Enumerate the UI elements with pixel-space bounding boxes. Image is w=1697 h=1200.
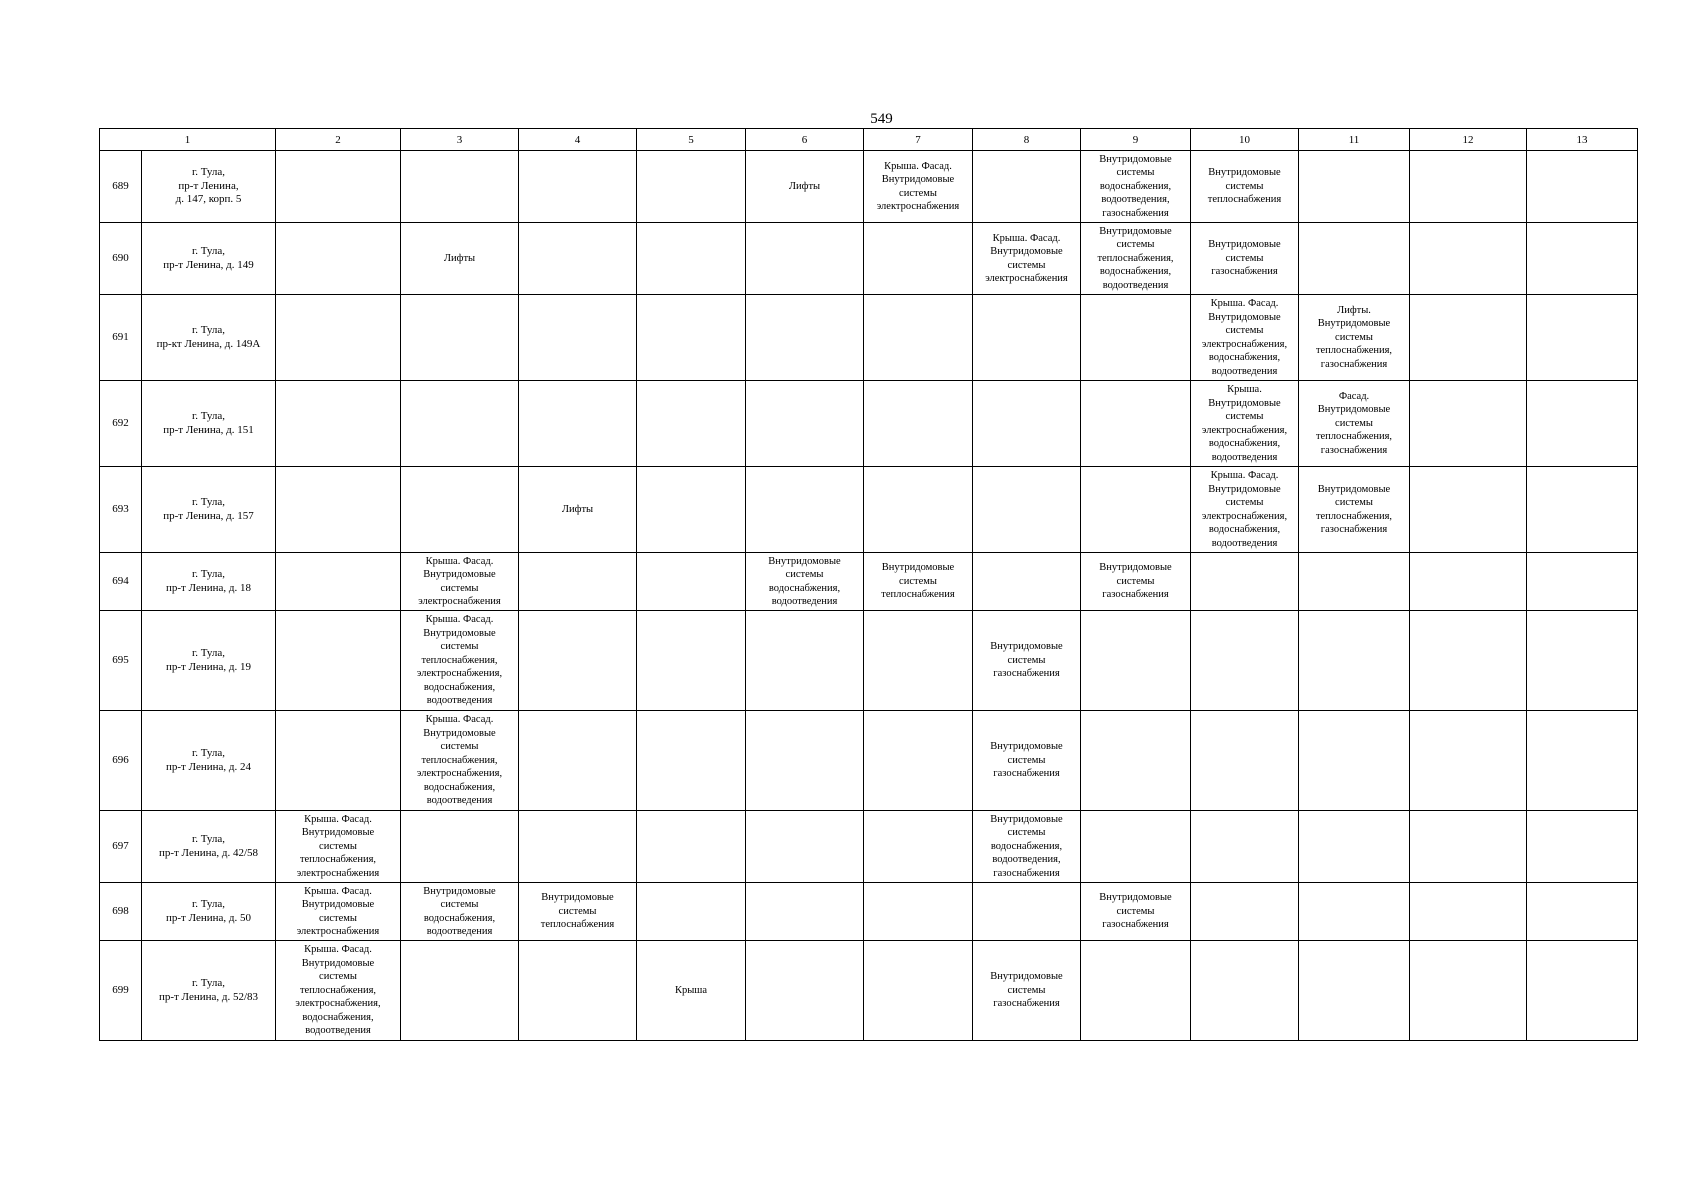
work-cell [1410, 941, 1527, 1041]
work-cell: Крыша. Фасад. Внутридомовые системы электроснабжения, водоснабжения, водоотведения [1191, 295, 1299, 381]
work-cell [1299, 941, 1410, 1041]
work-cell: Внутридомовые системы водоснабжения, водоотведения, газоснабжения [1081, 151, 1191, 223]
work-cell [1410, 711, 1527, 811]
table-row [100, 711, 1638, 811]
work-cell [1410, 381, 1527, 467]
column-header: 10 [1191, 129, 1299, 151]
work-cell: Внутридомовые системы газоснабжения [1081, 553, 1191, 611]
work-cell [637, 151, 746, 223]
work-cell [746, 811, 864, 883]
work-cell [1527, 553, 1638, 611]
work-cell [746, 223, 864, 295]
work-cell: Лифты. Внутридомовые системы теплоснабжения, газоснабжения [1299, 295, 1410, 381]
work-cell: Внутридомовые системы газоснабжения [1081, 883, 1191, 941]
work-cell: Внутридомовые системы теплоснабжения, газоснабжения [1299, 467, 1410, 553]
work-cell [1191, 553, 1299, 611]
work-cell [1410, 811, 1527, 883]
work-cell [637, 223, 746, 295]
work-cell [1410, 883, 1527, 941]
work-cell: Крыша. Фасад. Внутридомовые системы электроснабжения [276, 883, 401, 941]
address-cell: г. Тула, пр-т Ленина, д. 18 [142, 553, 276, 611]
work-cell [401, 295, 519, 381]
address-cell: г. Тула, пр-кт Ленина, д. 149А [142, 295, 276, 381]
works-schedule-table [99, 128, 1638, 1041]
work-cell: Крыша. Фасад. Внутридомовые системы электроснабжения [401, 553, 519, 611]
work-cell [864, 295, 973, 381]
work-cell [1410, 467, 1527, 553]
work-cell [746, 295, 864, 381]
row-number: 691 [100, 295, 142, 381]
work-cell [1191, 811, 1299, 883]
work-cell [973, 553, 1081, 611]
address-cell: г. Тула, пр-т Ленина, д. 52/83 [142, 941, 276, 1041]
work-cell [519, 223, 637, 295]
table-row [100, 553, 1638, 611]
work-cell [1299, 223, 1410, 295]
work-cell [1299, 811, 1410, 883]
work-cell: Крыша. Фасад. Внутридомовые системы теплоснабжения, электроснабжения, водоснабжения, водоотведения [276, 941, 401, 1041]
work-cell [1191, 711, 1299, 811]
work-cell [519, 295, 637, 381]
work-cell: Лифты [401, 223, 519, 295]
work-cell: Фасад. Внутридомовые системы теплоснабжения, газоснабжения [1299, 381, 1410, 467]
work-cell [1299, 883, 1410, 941]
address-cell: г. Тула, пр-т Ленина, д. 151 [142, 381, 276, 467]
work-cell: Крыша. Фасад. Внутридомовые системы теплоснабжения, электроснабжения, водоснабжения, водоотведения [401, 611, 519, 711]
row-number: 698 [100, 883, 142, 941]
work-cell [276, 381, 401, 467]
work-cell [1527, 295, 1638, 381]
address-cell: г. Тула, пр-т Ленина, д. 42/58 [142, 811, 276, 883]
work-cell: Внутридомовые системы теплоснабжения [864, 553, 973, 611]
row-number: 693 [100, 467, 142, 553]
work-cell [1081, 381, 1191, 467]
work-cell: Лифты [519, 467, 637, 553]
work-cell [519, 553, 637, 611]
work-cell [1191, 611, 1299, 711]
row-number: 692 [100, 381, 142, 467]
work-cell [1191, 941, 1299, 1041]
work-cell [519, 151, 637, 223]
work-cell: Крыша [637, 941, 746, 1041]
work-cell [746, 381, 864, 467]
work-cell [973, 883, 1081, 941]
work-cell [637, 467, 746, 553]
column-header: 5 [637, 129, 746, 151]
header-row [100, 129, 1638, 151]
work-cell [746, 941, 864, 1041]
work-cell: Внутридомовые системы водоснабжения, водоотведения, газоснабжения [973, 811, 1081, 883]
column-header: 8 [973, 129, 1081, 151]
column-header: 2 [276, 129, 401, 151]
work-cell [401, 941, 519, 1041]
work-cell [1191, 883, 1299, 941]
work-cell [1410, 611, 1527, 711]
work-cell: Внутридомовые системы теплоснабжения, водоснабжения, водоотведения [1081, 223, 1191, 295]
work-cell: Внутридомовые системы водоснабжения, водоотведения [746, 553, 864, 611]
work-cell [864, 223, 973, 295]
column-header: 9 [1081, 129, 1191, 151]
work-cell [1527, 811, 1638, 883]
work-cell [637, 711, 746, 811]
column-header: 13 [1527, 129, 1638, 151]
work-cell [973, 381, 1081, 467]
work-cell [1410, 151, 1527, 223]
table-row [100, 883, 1638, 941]
work-cell [746, 883, 864, 941]
work-cell [637, 611, 746, 711]
row-number: 699 [100, 941, 142, 1041]
table-row [100, 223, 1638, 295]
address-cell: г. Тула, пр-т Ленина, д. 50 [142, 883, 276, 941]
work-cell [401, 467, 519, 553]
work-cell [1527, 381, 1638, 467]
work-cell: Внутридомовые системы водоснабжения, водоотведения [401, 883, 519, 941]
work-cell [1527, 941, 1638, 1041]
work-cell [1081, 811, 1191, 883]
work-cell [1527, 151, 1638, 223]
column-header: 1 [100, 129, 276, 151]
work-cell: Внутридомовые системы газоснабжения [973, 611, 1081, 711]
column-header: 11 [1299, 129, 1410, 151]
work-cell [637, 553, 746, 611]
table-row [100, 941, 1638, 1041]
work-cell [1081, 941, 1191, 1041]
work-cell: Крыша. Фасад. Внутридомовые системы электроснабжения [864, 151, 973, 223]
column-header: 12 [1410, 129, 1527, 151]
row-number: 697 [100, 811, 142, 883]
work-cell [1299, 611, 1410, 711]
column-header: 7 [864, 129, 973, 151]
work-cell [401, 381, 519, 467]
work-cell [276, 553, 401, 611]
row-number: 695 [100, 611, 142, 711]
work-cell: Внутридомовые системы газоснабжения [1191, 223, 1299, 295]
work-cell [276, 711, 401, 811]
work-cell [973, 151, 1081, 223]
work-cell: Внутридомовые системы теплоснабжения [519, 883, 637, 941]
column-header: 6 [746, 129, 864, 151]
work-cell [1527, 611, 1638, 711]
work-cell [276, 611, 401, 711]
table-row [100, 381, 1638, 467]
work-cell [519, 941, 637, 1041]
work-cell [1299, 553, 1410, 611]
work-cell [1527, 223, 1638, 295]
work-cell [864, 467, 973, 553]
address-cell: г. Тула, пр-т Ленина, д. 157 [142, 467, 276, 553]
work-cell [401, 811, 519, 883]
work-cell [1527, 711, 1638, 811]
work-cell [1527, 883, 1638, 941]
address-cell: г. Тула, пр-т Ленина, д. 149 [142, 223, 276, 295]
work-cell [519, 381, 637, 467]
table-row [100, 467, 1638, 553]
work-cell [276, 295, 401, 381]
table-row [100, 611, 1638, 711]
work-cell [1081, 467, 1191, 553]
work-cell: Крыша. Внутридомовые системы электроснабжения, водоснабжения, водоотведения [1191, 381, 1299, 467]
work-cell [637, 811, 746, 883]
work-cell: Крыша. Фасад. Внутридомовые системы электроснабжения, водоснабжения, водоотведения [1191, 467, 1299, 553]
work-cell [519, 811, 637, 883]
work-cell: Внутридомовые системы газоснабжения [973, 941, 1081, 1041]
work-cell [1081, 711, 1191, 811]
work-cell [1410, 295, 1527, 381]
column-header: 3 [401, 129, 519, 151]
work-cell: Крыша. Фасад. Внутридомовые системы теплоснабжения, электроснабжения, водоснабжения, водоотведения [401, 711, 519, 811]
address-cell: г. Тула, пр-т Ленина, д. 147, корп. 5 [142, 151, 276, 223]
work-cell [1081, 295, 1191, 381]
work-cell [746, 711, 864, 811]
work-cell [864, 611, 973, 711]
work-cell [1410, 553, 1527, 611]
address-cell: г. Тула, пр-т Ленина, д. 24 [142, 711, 276, 811]
work-cell: Внутридомовые системы теплоснабжения [1191, 151, 1299, 223]
work-cell [637, 381, 746, 467]
row-number: 696 [100, 711, 142, 811]
row-number: 690 [100, 223, 142, 295]
work-cell [276, 467, 401, 553]
column-header: 4 [519, 129, 637, 151]
work-cell [746, 467, 864, 553]
work-cell [1299, 151, 1410, 223]
work-cell [973, 295, 1081, 381]
work-cell [1299, 711, 1410, 811]
row-number: 689 [100, 151, 142, 223]
address-cell: г. Тула, пр-т Ленина, д. 19 [142, 611, 276, 711]
work-cell [276, 151, 401, 223]
work-cell [864, 811, 973, 883]
work-cell [1527, 467, 1638, 553]
work-cell: Крыша. Фасад. Внутридомовые системы теплоснабжения, электроснабжения [276, 811, 401, 883]
work-cell [637, 883, 746, 941]
work-cell [519, 611, 637, 711]
work-cell: Внутридомовые системы газоснабжения [973, 711, 1081, 811]
row-number: 694 [100, 553, 142, 611]
table-row [100, 811, 1638, 883]
work-cell [746, 611, 864, 711]
page-number: 549 [870, 111, 893, 127]
work-cell [1081, 611, 1191, 711]
work-cell [637, 295, 746, 381]
work-cell [864, 941, 973, 1041]
work-cell [864, 711, 973, 811]
work-cell [864, 883, 973, 941]
work-cell [401, 151, 519, 223]
work-cell [864, 381, 973, 467]
work-cell: Крыша. Фасад. Внутридомовые системы электроснабжения [973, 223, 1081, 295]
work-cell [519, 711, 637, 811]
work-cell [973, 467, 1081, 553]
work-cell [276, 223, 401, 295]
table-row [100, 151, 1638, 223]
work-cell [1410, 223, 1527, 295]
table-row [100, 295, 1638, 381]
work-cell: Лифты [746, 151, 864, 223]
